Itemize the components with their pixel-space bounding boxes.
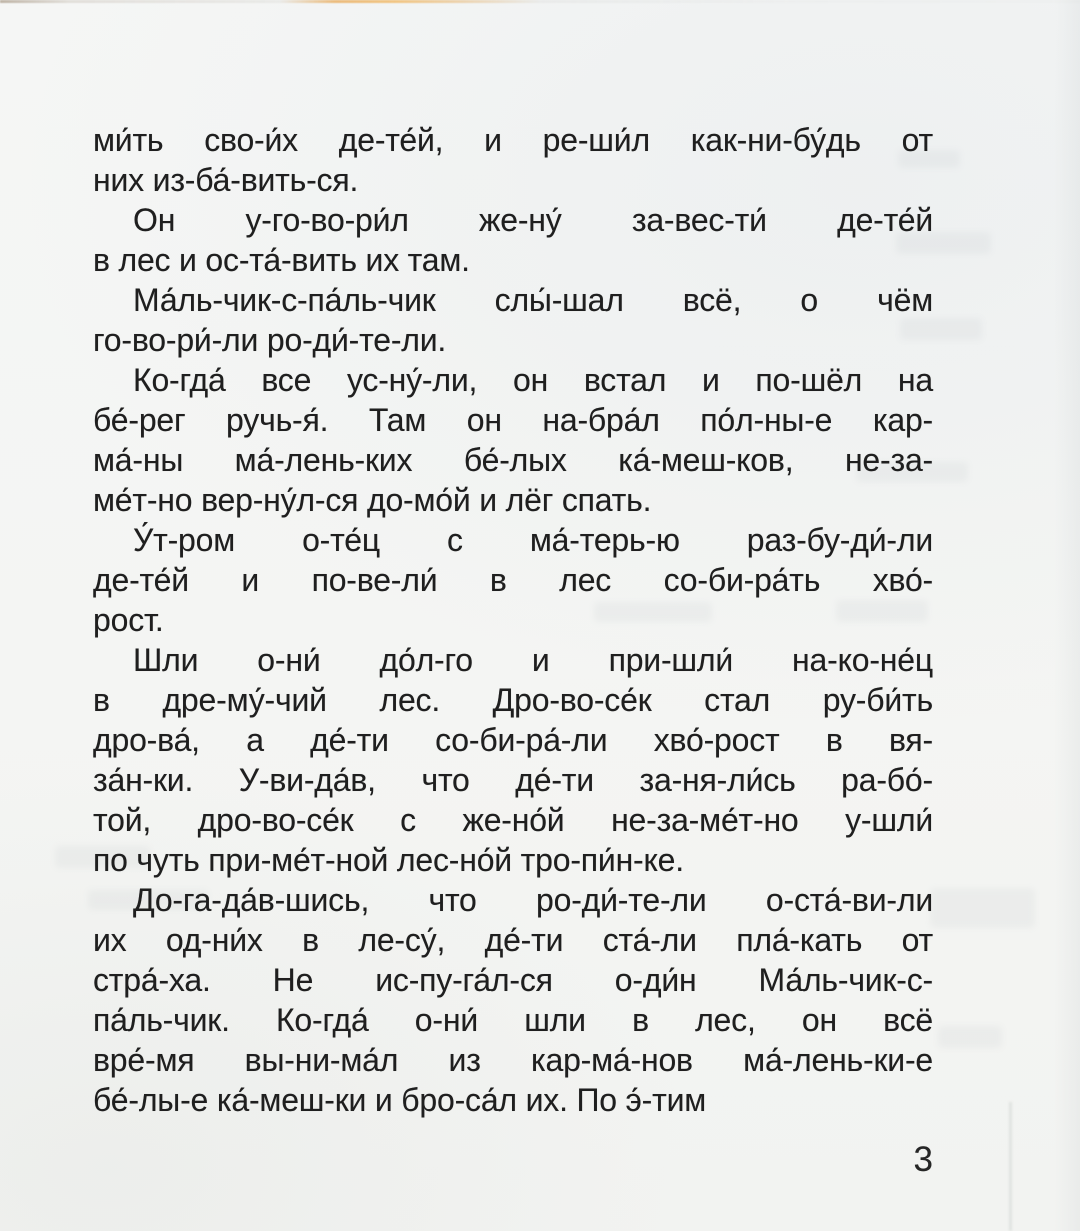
text-line: Ма́ль-чик-с-па́ль-чик слы́-шал всё, о чём — [133, 282, 933, 318]
text-line: Шли о-ни́ до́л-го и при-шли́ на-ко-не́ц — [133, 642, 933, 678]
text-line: за́н-ки. У-ви-да́в, что де́-ти за-ня-ли́сь ра-бо́- — [93, 762, 933, 798]
text-line: по чуть при-ме́т-ной лес-но́й тро-пи́н-ке. — [93, 842, 684, 878]
text-line: дро-ва́, а де́-ти со-би-ра́-ли хво́-рост в вя- — [93, 722, 933, 758]
showthrough-mark — [930, 888, 1035, 928]
scan-top-edge-artifact — [0, 0, 1080, 3]
text-line: Ко-гда́ все ус-ну́-ли, он встал и по-шёл на — [133, 362, 933, 398]
text-line: ме́т-но вер-ну́л-ся до-мо́й и лёг спать. — [93, 482, 652, 518]
text-line: У́т-ром о-те́ц с ма́-терь-ю раз-бу-ди́-ли — [133, 522, 933, 558]
text-line: па́ль-чик. Ко-гда́ о-ни́ шли в лес, он всё — [93, 1002, 933, 1038]
text-line: ма́-ны ма́-лень-ких бе́-лых ка́-меш-ков, не-за- — [93, 442, 933, 478]
page-text — [93, 120, 933, 1120]
text-line: в дре-му́-чий лес. Дро-во-се́к стал ру-би́ть — [93, 682, 933, 718]
text-line: рост. — [93, 602, 164, 638]
text-line: го-во-ри́-ли ро-ди́-те-ли. — [93, 322, 447, 358]
text-line: них из-ба́-вить-ся. — [93, 162, 359, 198]
page-edge-shade — [1054, 0, 1080, 1231]
text-line: ми́ть сво-и́х де-те́й, и ре-ши́л как-ни-бу́дь от — [93, 122, 933, 158]
text-line: той, дро-во-се́к с же-но́й не-за-ме́т-но у-шли́ — [93, 802, 933, 838]
page-number: 3 — [913, 1140, 933, 1179]
text-line: вре́-мя вы-ни-ма́л из кар-ма́-нов ма́-лень-ки-е — [93, 1042, 933, 1078]
text-line: стра́-ха. Не ис-пу-га́л-ся о-ди́н Ма́ль-чик-с- — [93, 962, 933, 998]
scan-scratch — [1009, 1102, 1012, 1231]
text-line: де-те́й и по-ве-ли́ в лес со-би-ра́ть хво́- — [93, 562, 933, 598]
text-line: их од-ни́х в ле-су́, де́-ти ста́-ли пла́-кать от — [93, 922, 933, 958]
text-line: бе́-лы-е ка́-меш-ки и бро-са́л их. По э́-тим — [93, 1082, 707, 1118]
text-line: До-га-да́в-шись, что ро-ди́-те-ли о-ста́-ви-ли — [133, 882, 933, 918]
text-line: в лес и ос-та́-вить их там. — [93, 242, 470, 278]
text-line: бе́-рег ручь-я́. Там он на-бра́л по́л-ны-е кар- — [93, 402, 933, 438]
text-line: Он у-го-во-ри́л же-ну́ за-вес-ти́ де-те́й — [133, 202, 933, 238]
showthrough-mark — [938, 1026, 1002, 1048]
